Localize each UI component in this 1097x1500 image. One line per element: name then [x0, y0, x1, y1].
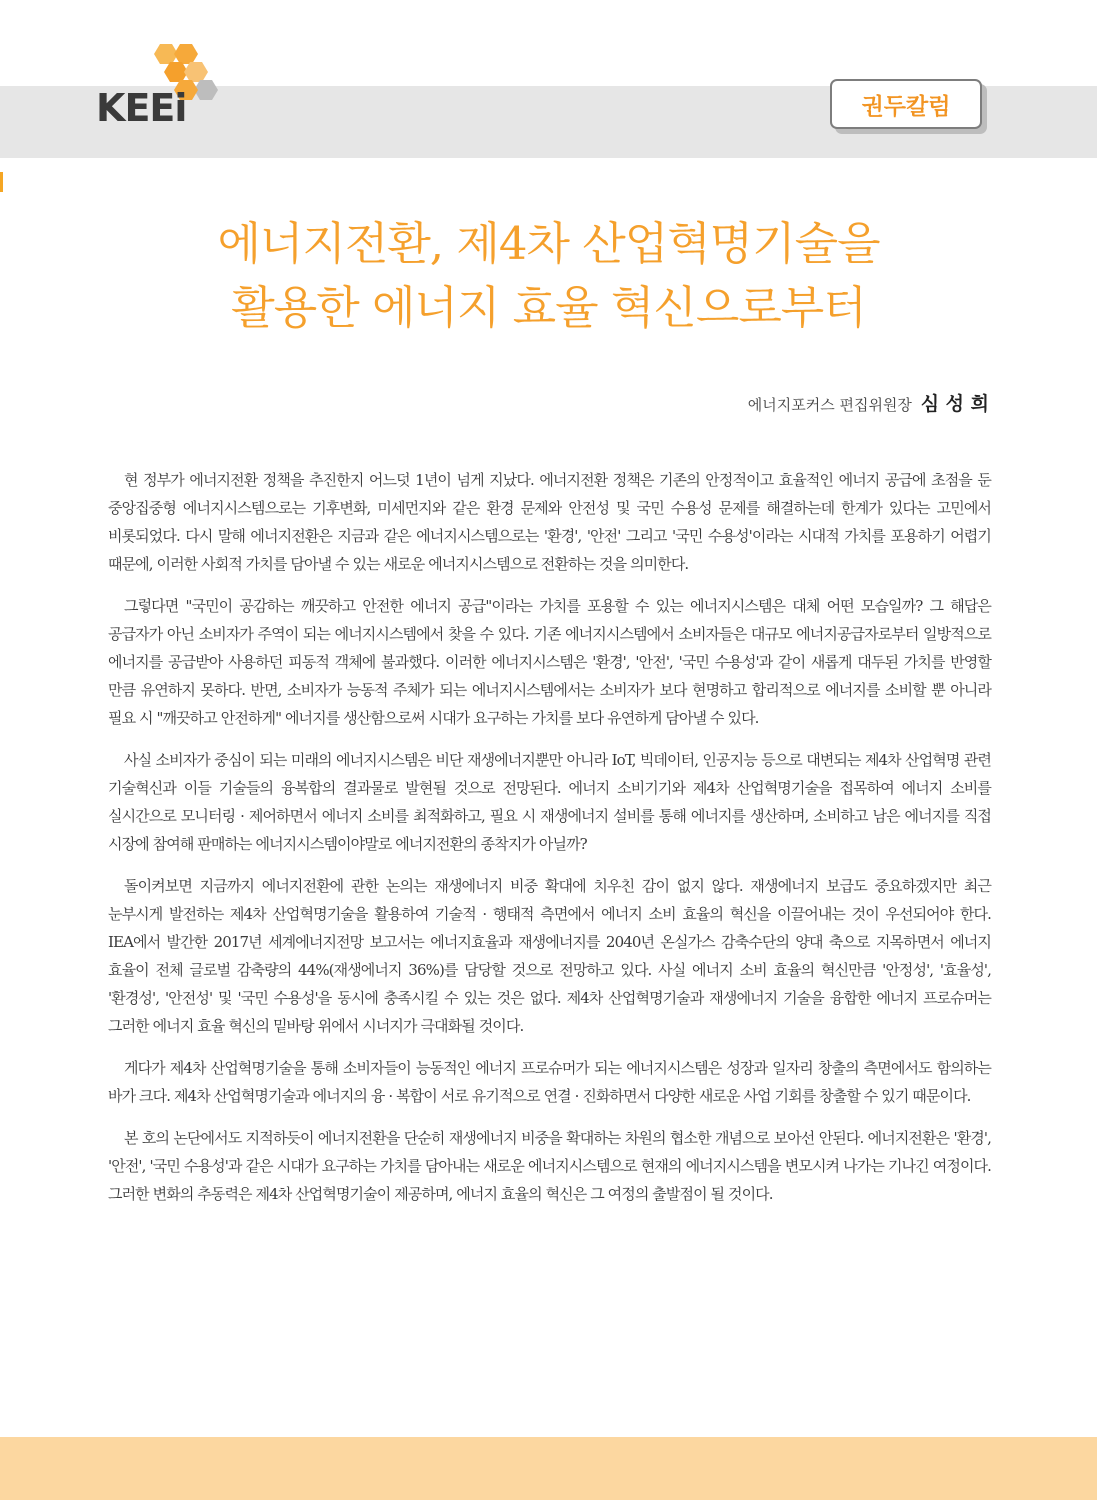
- left-accent-mark: [0, 172, 3, 192]
- title-line: 활용한 에너지 효율 혁신으로부터: [231, 281, 866, 334]
- paragraph: 돌이켜보면 지금까지 에너지전환에 관한 논의는 재생에너지 비중 확대에 치우친 감이 없지 않다. 재생에너지 보급도 중요하겠지만 최근 눈부시게 발전하는 제4차 산업혁명기술을 활용하여 기술적 · 행태적 측면에서 에너지 소비 효율의 혁신을 이끌어내는 것이 우선되어야 한다. IEA에서 발간한 2017년 세계에너지전망 보고서는 에너지효율과 재생에너지를 2040년 온실가스 감축수단의 양대 축으로 지목하면서 에너지 효율이 전체 글로벌 감축량의 44%(재생에너지 36%)를 담당할 것으로 전망하고 있다. 사실 에너지 소비 효율의 혁신만큼 '안정성', '효율성', '환경성', '안전성' 및 '국민 수용성'을 동시에 충족시킬 수 있는 것은 없다. 제4차 산업혁명기술과 재생에너지 기술을 융합한 에너지 프로슈머는 그러한 에너지 효율 혁신의 밑바탕 위에서 시너지가 극대화될 것이다.: [108, 877, 991, 1035]
- author-role: 에너지포커스 편집위원장: [747, 396, 912, 414]
- keei-logo: [96, 40, 246, 130]
- paragraph: 게다가 제4차 산업혁명기술을 통해 소비자들이 능동적인 에너지 프로슈머가 되는 에너지시스템은 성장과 일자리 창출의 측면에서도 함의하는 바가 크다. 제4차 산업혁명기술과 에너지의 융 · 복합이 서로 유기적으로 연결 · 진화하면서 다양한 새로운 사업 기회를 창출할 수 있기 때문이다.: [108, 1059, 991, 1105]
- paragraph: 사실 소비자가 중심이 되는 미래의 에너지시스템은 비단 재생에너지뿐만 아니라 IoT, 빅데이터, 인공지능 등으로 대변되는 제4차 산업혁명 관련 기술혁신과 이들 기술들의 융복합의 결과물로 발현될 것으로 전망된다. 에너지 소비기기와 제4차 산업혁명기술을 접목하여 에너지 소비를 실시간으로 모니터링 · 제어하면서 에너지 소비를 최적화하고, 필요 시 재생에너지 설비를 통해 에너지를 생산하며, 소비하고 남은 에너지를 직접 시장에 참여해 판매하는 에너지시스템이야말로 에너지전환의 종착지가 아닐까?: [108, 751, 991, 853]
- column-category-label: 권두칼럼: [861, 93, 951, 120]
- footer-band: [0, 1437, 1097, 1500]
- paragraph: 본 호의 논단에서도 지적하듯이 에너지전환을 단순히 재생에너지 비중을 확대하는 차원의 협소한 개념으로 보아선 안된다. 에너지전환은 '환경', '안전', '국민 수용성'과 같은 시대가 요구하는 가치를 담아내는 새로운 에너지시스템으로 현재의 에너지시스템을 변모시켜 나가는 기나긴 여정이다. 그러한 변화의 추동력은 제4차 산업혁명기술이 제공하며, 에너지 효율의 혁신은 그 여정의 출발점이 될 것이다.: [108, 1129, 991, 1203]
- article-title: [0, 212, 1097, 340]
- column-category-tab: [830, 79, 982, 129]
- logo-text: KEEi: [96, 86, 187, 130]
- article-body: [108, 466, 991, 1222]
- paragraph: 현 정부가 에너지전환 정책을 추진한지 어느덧 1년이 넘게 지났다. 에너지전환 정책은 기존의 안정적이고 효율적인 에너지 공급에 초점을 둔 중앙집중형 에너지시스템으로는 기후변화, 미세먼지와 같은 환경 문제와 안전성 및 국민 수용성 문제를 해결하는데 한계가 있다는 고민에서 비롯되었다. 다시 말해 에너지전환은 지금과 같은 에너지시스템으로는 '환경', '안전' 그리고 '국민 수용성'이라는 시대적 가치를 포용하기 어렵기 때문에, 이러한 사회적 가치를 담아낼 수 있는 새로운 에너지시스템으로 전환하는 것을 의미한다.: [108, 471, 991, 573]
- paragraph: 그렇다면 "국민이 공감하는 깨끗하고 안전한 에너지 공급"이라는 가치를 포용할 수 있는 에너지시스템은 대체 어떤 모습일까? 그 해답은 공급자가 아닌 소비자가 주역이 되는 에너지시스템에서 찾을 수 있다. 기존 에너지시스템에서 소비자들은 대규모 에너지공급자로부터 일방적으로 에너지를 공급받아 사용하던 피동적 객체에 불과했다. 이러한 에너지시스템은 '환경', '안전', '국민 수용성'과 같이 새롭게 대두된 가치를 반영할 만큼 유연하지 못하다. 반면, 소비자가 능동적 주체가 되는 에너지시스템에서는 소비자가 보다 현명하고 합리적으로 에너지를 소비할 뿐 아니라 필요 시 "깨끗하고 안전하게" 에너지를 생산함으로써 시대가 요구하는 가치를 보다 유연하게 담아낼 수 있다.: [108, 597, 991, 727]
- author-name: 심 성 희: [920, 393, 989, 415]
- author-byline: [748, 389, 989, 416]
- title-line: 에너지전환, 제4차 산업혁명기술을: [217, 217, 880, 270]
